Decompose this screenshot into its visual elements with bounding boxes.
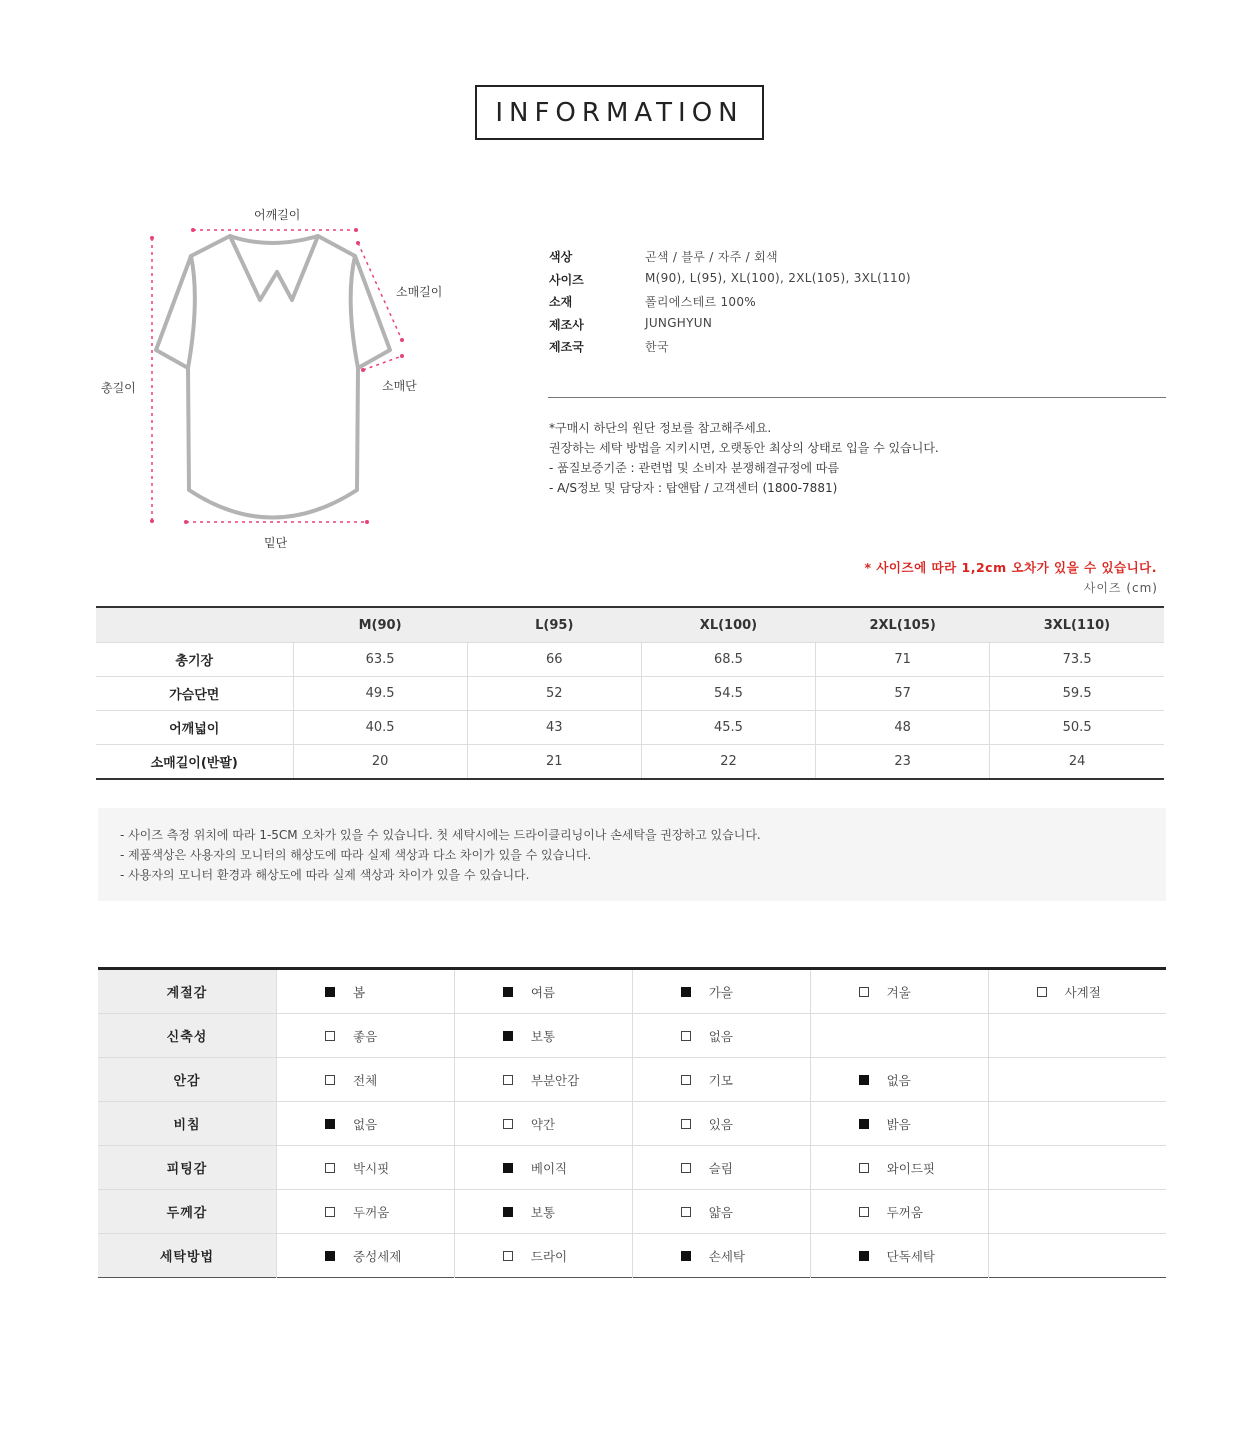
property-cell (810, 1234, 988, 1278)
property-option (277, 983, 454, 1001)
table-cell: 23 (816, 745, 990, 780)
note-line: - 사이즈 측정 위치에 따라 1-5CM 오차가 있을 수 있습니다. 첫 세탁시에는 드라이클리닝이나 손세탁을 권장하고 있습니다. (120, 828, 761, 842)
property-cell (810, 1146, 988, 1190)
property-cell (277, 969, 455, 1014)
property-option (811, 983, 988, 1001)
option-label: 와이드핏 (886, 1160, 935, 1176)
row-label: 소매길이(반팔) (96, 745, 293, 780)
garment-diagram (140, 220, 420, 540)
property-cell (988, 1058, 1166, 1102)
property-cell (988, 1102, 1166, 1146)
table-cell: 63.5 (293, 643, 467, 677)
option-label: 단독세탁 (886, 1248, 935, 1264)
property-cell (810, 1058, 988, 1102)
size-header-row (96, 607, 1164, 643)
label-sleeve-length: 소매길이 (396, 285, 443, 299)
property-cell (277, 1014, 455, 1058)
label-total-length: 총길이 (101, 381, 136, 395)
property-option (455, 1115, 632, 1133)
property-cell (454, 969, 632, 1014)
property-label: 비침 (98, 1102, 277, 1146)
notice-line: 권장하는 세탁 방법을 지키시면, 오랫동안 최상의 상태로 입을 수 있습니다. (549, 441, 939, 455)
property-option (633, 1115, 810, 1133)
table-cell: 40.5 (293, 711, 467, 745)
table-row (96, 711, 1164, 745)
unchecked-box-icon (681, 1207, 691, 1217)
property-cell (810, 1014, 988, 1058)
property-option (455, 1247, 632, 1265)
property-option (455, 1203, 632, 1221)
property-cell (632, 1102, 810, 1146)
label-shoulder: 어깨길이 (254, 208, 301, 222)
spec-key: 색상 (549, 250, 573, 264)
checked-box-icon (859, 1251, 869, 1261)
option-label: 있음 (708, 1116, 733, 1132)
property-cell (632, 1234, 810, 1278)
checked-box-icon (859, 1119, 869, 1129)
property-row (98, 1146, 1166, 1190)
table-cell: 71 (816, 643, 990, 677)
property-label: 두께감 (98, 1190, 277, 1234)
option-label: 전체 (353, 1072, 378, 1088)
property-option (811, 1159, 988, 1177)
property-row (98, 1234, 1166, 1278)
property-cell (988, 1014, 1166, 1058)
option-label: 약간 (530, 1116, 556, 1132)
property-row (98, 1058, 1166, 1102)
option-label: 손세탁 (708, 1248, 746, 1264)
property-option (633, 983, 810, 1001)
property-row (98, 969, 1166, 1014)
checked-box-icon (503, 1031, 513, 1041)
option-label: 기모 (708, 1072, 733, 1088)
row-label: 어깨넓이 (96, 711, 293, 745)
table-cell: 48 (816, 711, 990, 745)
table-cell: 20 (293, 745, 467, 780)
property-cell (810, 1190, 988, 1234)
spec-material (549, 293, 756, 310)
property-option (277, 1071, 454, 1089)
option-label: 얇음 (708, 1204, 733, 1220)
size-unit: 사이즈 (cm) (1083, 581, 1158, 595)
option-label: 베이직 (530, 1160, 568, 1176)
option-label: 없음 (886, 1072, 911, 1088)
note-line: - 사용자의 모니터 환경과 해상도에 따라 실제 색상과 차이가 있을 수 있습니다. (120, 868, 530, 882)
property-option (277, 1159, 454, 1177)
unchecked-box-icon (859, 1163, 869, 1173)
spec-key: 소재 (549, 295, 573, 309)
property-label: 계절감 (98, 969, 277, 1014)
notice-line: *구매시 하단의 원단 정보를 참고해주세요. (549, 421, 772, 435)
table-cell: 54.5 (641, 677, 815, 711)
table-row (96, 677, 1164, 711)
property-option (811, 1247, 988, 1265)
label-sleeve-hem: 소매단 (382, 379, 417, 393)
property-label: 신축성 (98, 1014, 277, 1058)
unchecked-box-icon (325, 1163, 335, 1173)
table-cell: 50.5 (1062, 720, 1092, 735)
property-label: 피팅감 (98, 1146, 277, 1190)
unchecked-box-icon (681, 1119, 691, 1129)
notes-box (98, 808, 1166, 901)
size-column-header: XL(100) (641, 607, 815, 643)
property-cell (632, 969, 810, 1014)
table-row (96, 643, 1164, 677)
property-option (455, 983, 632, 1001)
property-cell (277, 1102, 455, 1146)
table-cell: 59.5 (1062, 686, 1092, 701)
unchecked-box-icon (503, 1075, 513, 1085)
property-cell (277, 1190, 455, 1234)
unchecked-box-icon (681, 1163, 691, 1173)
property-option (811, 1115, 988, 1133)
unchecked-box-icon (1037, 987, 1047, 997)
spec-manufacturer (549, 316, 712, 333)
property-option (633, 1247, 810, 1265)
unchecked-box-icon (859, 1207, 869, 1217)
option-label: 밝음 (886, 1116, 911, 1132)
property-option (633, 1071, 810, 1089)
option-label: 겨울 (886, 984, 911, 1000)
size-table (96, 606, 1164, 780)
table-cell: 66 (467, 643, 641, 677)
option-label: 박시핏 (353, 1160, 390, 1176)
spec-value: 폴리에스테르 100% (645, 295, 756, 309)
checked-box-icon (681, 1251, 691, 1261)
option-label: 중성세제 (353, 1248, 402, 1264)
property-cell (454, 1058, 632, 1102)
property-option (277, 1203, 454, 1221)
property-row (98, 1102, 1166, 1146)
property-cell (454, 1014, 632, 1058)
option-label: 두꺼움 (353, 1204, 390, 1220)
property-cell (988, 969, 1166, 1014)
spec-key: 사이즈 (549, 273, 584, 287)
unchecked-box-icon (503, 1251, 513, 1261)
property-option (277, 1247, 454, 1265)
option-label: 사계절 (1064, 984, 1101, 1000)
checked-box-icon (325, 1251, 335, 1261)
table-cell: 68.5 (641, 643, 815, 677)
checked-box-icon (325, 1119, 335, 1129)
property-option (277, 1115, 454, 1133)
property-option (811, 1203, 988, 1221)
notice-line: - A/S정보 및 담당자 : 탑앤탑 / 고객센터 (1800-7881) (549, 481, 838, 495)
spec-value: 한국 (645, 340, 669, 354)
checked-box-icon (681, 987, 691, 997)
table-row (96, 745, 1164, 780)
table-cell: 52 (467, 677, 641, 711)
shirt-outline (156, 236, 390, 518)
unchecked-box-icon (325, 1031, 335, 1041)
unchecked-box-icon (325, 1207, 335, 1217)
spec-key: 제조국 (549, 340, 584, 354)
size-column-header: 2XL(105) (816, 607, 990, 643)
table-cell: 57 (816, 677, 990, 711)
option-label: 보통 (530, 1028, 556, 1044)
option-label: 두꺼움 (886, 1204, 923, 1220)
fabric-property-table (98, 967, 1166, 1278)
option-label: 봄 (353, 984, 366, 1000)
table-cell: 43 (467, 711, 641, 745)
checked-box-icon (325, 987, 335, 997)
page-title: INFORMATION (475, 85, 764, 140)
property-cell (632, 1058, 810, 1102)
property-cell (988, 1190, 1166, 1234)
property-option (455, 1159, 632, 1177)
option-label: 여름 (530, 984, 556, 1000)
spec-value: M(90), L(95), XL(100), 2XL(105), 3XL(110) (645, 271, 911, 285)
table-cell: 49.5 (293, 677, 467, 711)
notice-line: - 품질보증기준 : 관련법 및 소비자 분쟁해결규정에 따름 (549, 461, 840, 475)
option-label: 슬림 (708, 1160, 733, 1176)
property-option (633, 1159, 810, 1177)
spec-size (549, 271, 911, 288)
property-cell (277, 1146, 455, 1190)
option-label: 보통 (530, 1204, 556, 1220)
spec-value: 곤색 / 블루 / 자주 / 회색 (645, 250, 778, 264)
property-cell (988, 1234, 1166, 1278)
row-label: 가슴단면 (96, 677, 293, 711)
property-option (633, 1027, 810, 1045)
size-column-header: M(90) (293, 607, 467, 643)
size-header-blank (96, 607, 293, 643)
property-cell (632, 1146, 810, 1190)
unchecked-box-icon (503, 1119, 513, 1129)
property-row (98, 1190, 1166, 1234)
table-cell: 73.5 (1062, 652, 1092, 667)
property-cell (632, 1190, 810, 1234)
row-label: 총기장 (96, 643, 293, 677)
spec-color (549, 248, 778, 265)
property-label: 세탁방법 (98, 1234, 277, 1278)
property-option (989, 983, 1166, 1001)
property-cell (277, 1058, 455, 1102)
property-cell (988, 1146, 1166, 1190)
note-line: - 제품색상은 사용자의 모니터의 해상도에 따라 실제 색상과 다소 차이가 있을 수 있습니다. (120, 848, 592, 862)
property-cell (454, 1102, 632, 1146)
unchecked-box-icon (859, 987, 869, 997)
option-label: 드라이 (530, 1248, 568, 1264)
property-option (277, 1027, 454, 1045)
property-option (633, 1203, 810, 1221)
size-column-header: L(95) (467, 607, 641, 643)
spec-key: 제조사 (549, 318, 584, 332)
checked-box-icon (859, 1075, 869, 1085)
table-cell: 22 (641, 745, 815, 780)
checked-box-icon (503, 1163, 513, 1173)
spec-country (549, 338, 669, 355)
option-label: 가을 (708, 984, 733, 1000)
spec-value: JUNGHYUN (645, 316, 713, 330)
option-label: 좋음 (353, 1028, 378, 1044)
property-cell (810, 1102, 988, 1146)
table-cell: 24 (1068, 754, 1086, 769)
checked-box-icon (503, 987, 513, 997)
property-option (455, 1027, 632, 1045)
divider (548, 397, 1166, 398)
label-hem: 밑단 (264, 536, 288, 550)
option-label: 없음 (708, 1028, 733, 1044)
checked-box-icon (503, 1207, 513, 1217)
property-option (811, 1071, 988, 1089)
option-label: 부분안감 (530, 1072, 580, 1088)
size-column-header: 3XL(110) (990, 607, 1164, 643)
property-label: 안감 (98, 1058, 277, 1102)
care-notice (549, 418, 939, 498)
property-cell (454, 1190, 632, 1234)
property-row (98, 1014, 1166, 1058)
property-cell (277, 1234, 455, 1278)
property-cell (454, 1234, 632, 1278)
property-cell (810, 969, 988, 1014)
unchecked-box-icon (681, 1075, 691, 1085)
unchecked-box-icon (681, 1031, 691, 1041)
option-label: 없음 (353, 1116, 378, 1132)
table-cell: 45.5 (641, 711, 815, 745)
size-warning: * 사이즈에 따라 1,2cm 오차가 있을 수 있습니다. (864, 560, 1157, 575)
property-cell (454, 1146, 632, 1190)
property-cell (632, 1014, 810, 1058)
unchecked-box-icon (325, 1075, 335, 1085)
table-cell: 21 (467, 745, 641, 780)
property-option (455, 1071, 632, 1089)
